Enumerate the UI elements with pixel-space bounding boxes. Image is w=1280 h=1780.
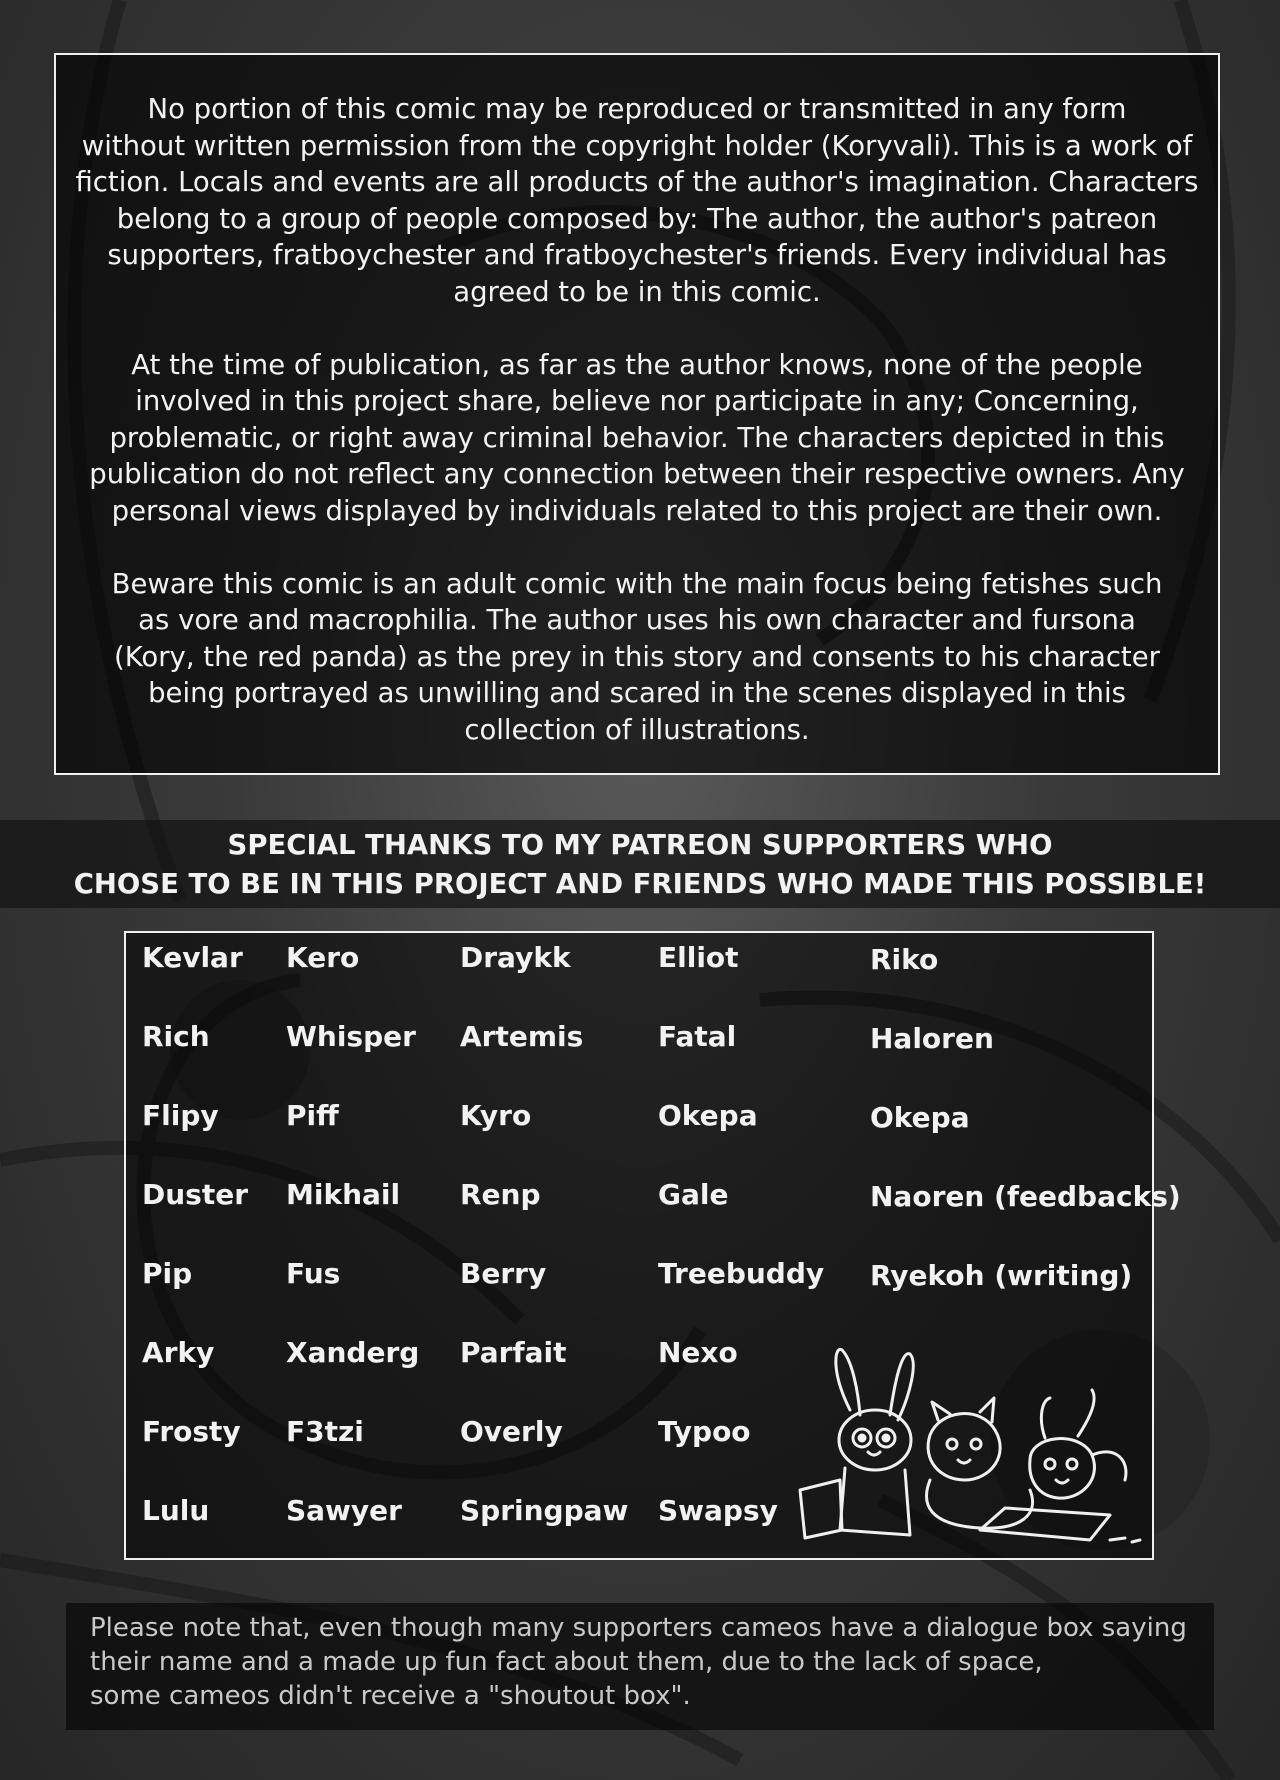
supporter-name: Naoren (feedbacks)	[870, 1180, 1181, 1213]
supporter-name: Okepa	[658, 1099, 758, 1132]
supporter-name: Swapsy	[658, 1494, 778, 1527]
text-line: personal views displayed by individuals related to this project are their own.	[111, 494, 1163, 527]
supporter-name: Ryekoh (writing)	[870, 1259, 1133, 1292]
supporter-name: Fatal	[658, 1020, 737, 1053]
text-line: (Kory, the red panda) as the prey in this story and consents to his character	[114, 640, 1160, 673]
text-line: collection of illustrations.	[464, 713, 810, 746]
supporter-name: F3tzi	[286, 1415, 364, 1448]
text-line: No portion of this comic may be reproduced or transmitted in any form	[147, 93, 1127, 125]
heading-line: CHOSE TO BE IN THIS PROJECT AND FRIENDS WHO MADE THIS POSSIBLE!	[73, 868, 1207, 900]
supporter-name: Pip	[142, 1257, 193, 1290]
heading-line: SPECIAL THANKS TO MY PATREON SUPPORTERS WHO	[227, 829, 1053, 861]
supporter-name: Lulu	[142, 1494, 210, 1527]
supporter-name: Gale	[658, 1178, 729, 1211]
supporter-name: Berry	[460, 1257, 547, 1290]
text-line: involved in this project share, believe nor participate in any; Concerning,	[135, 385, 1139, 418]
note-line: Please note that, even though many supporters cameos have a dialogue box saying	[90, 1613, 1187, 1643]
supporter-name: Haloren	[870, 1022, 994, 1055]
note-line: some cameos didn't receive a "shoutout box".	[90, 1681, 691, 1711]
supporter-name: Arky	[142, 1336, 215, 1369]
supporter-name: Kero	[286, 941, 360, 974]
note-text	[90, 1611, 1194, 1713]
supporter-name: Draykk	[460, 941, 571, 974]
supporter-name: Okepa	[870, 1101, 970, 1134]
disclaimer-paragraph	[70, 91, 1204, 311]
supporter-name: Elliot	[658, 941, 739, 974]
text-line: being portrayed as unwilling and scared in the scenes displayed in this	[148, 677, 1126, 710]
special-thanks-banner	[0, 820, 1280, 908]
note-box	[66, 1603, 1214, 1730]
supporter-name: Kyro	[460, 1099, 532, 1132]
supporter-name: Fus	[286, 1257, 341, 1290]
supporter-name: Duster	[142, 1178, 249, 1211]
supporter-name: Mikhail	[286, 1178, 401, 1211]
supporter-name: Renp	[460, 1178, 541, 1211]
supporter-name: Rich	[142, 1020, 210, 1053]
supporter-name: Kevlar	[142, 941, 243, 974]
text-line: as vore and macrophilia. The author uses his own character and fursona	[138, 604, 1136, 637]
text-line: At the time of publication, as far as the author knows, none of the people	[131, 348, 1143, 381]
text-line: belong to a group of people composed by: The author, the author's patreon	[116, 202, 1158, 235]
text-line: supporters, fratboychester and fratboychester's friends. Every individual has	[107, 239, 1167, 272]
disclaimer-text	[70, 91, 1204, 785]
special-thanks-heading	[0, 826, 1280, 904]
supporter-name: Flipy	[142, 1099, 219, 1132]
supporter-name: Typoo	[658, 1415, 751, 1448]
supporter-name: Springpaw	[460, 1494, 629, 1527]
supporter-name: Piff	[286, 1099, 339, 1132]
supporter-name: Artemis	[460, 1020, 584, 1053]
supporter-name: Riko	[870, 943, 939, 976]
supporter-name: Parfait	[460, 1336, 567, 1369]
text-line: agreed to be in this comic.	[453, 275, 821, 308]
disclaimer-paragraph	[70, 566, 1204, 749]
text-line: without written permission from the copyright holder (Koryvali). This is a work of	[81, 129, 1193, 162]
text-line: problematic, or right away criminal behavior. The characters depicted in this	[109, 421, 1165, 454]
supporter-name: Treebuddy	[658, 1257, 825, 1290]
text-line: Beware this comic is an adult comic with the main focus being fetishes such	[111, 567, 1163, 600]
supporter-name: Sawyer	[286, 1494, 402, 1527]
note-line: their name and a made up fun fact about them, due to the lack of space,	[90, 1647, 1043, 1677]
disclaimer-box	[54, 53, 1220, 775]
cartoon-characters-doodle	[780, 1340, 1150, 1550]
disclaimer-paragraph	[70, 347, 1204, 530]
text-line: publication do not reflect any connection between their respective owners. Any	[89, 458, 1185, 491]
supporter-name: Nexo	[658, 1336, 738, 1369]
supporter-name: Overly	[460, 1415, 563, 1448]
supporter-name: Frosty	[142, 1415, 241, 1448]
supporter-name: Whisper	[286, 1020, 416, 1053]
supporter-name: Xanderg	[286, 1336, 420, 1369]
text-line: fiction. Locals and events are all products of the author's imagination. Characters	[75, 166, 1199, 199]
